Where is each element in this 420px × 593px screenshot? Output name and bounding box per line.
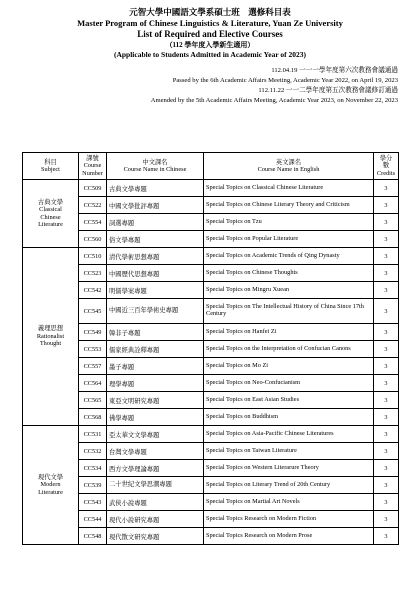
approval-notes	[0, 66, 420, 106]
table-row	[23, 248, 399, 265]
subject-cell: 義理思想 Rationalist Thought	[23, 248, 79, 426]
course-number-cell: CC544	[79, 511, 107, 528]
course-name-english-cell: Special Topics on Classical Chinese Literature	[204, 180, 374, 197]
course-name-chinese-cell: 武俠小說專題	[107, 494, 204, 511]
course-name-chinese-cell: 俗文學專題	[107, 231, 204, 248]
credits-cell: 3	[374, 477, 399, 494]
course-name-chinese-cell: 韓非子專題	[107, 324, 204, 341]
approval-note: Passed by the 6th Academic Affairs Meeting, Academic Year 2022, on April 19, 2023	[172, 77, 398, 84]
header-course-number: 課號 Course Number	[79, 153, 107, 180]
course-number-cell: CC531	[79, 426, 107, 443]
course-number-cell: CC565	[79, 392, 107, 409]
course-name-chinese-cell: 二十世紀文學思潮專題	[107, 477, 204, 494]
course-name-chinese-cell: 中國文學批評專題	[107, 197, 204, 214]
table-row	[23, 358, 399, 375]
table-row	[23, 375, 399, 392]
document-header	[0, 0, 420, 60]
course-name-chinese-cell: 現代小說研究專題	[107, 511, 204, 528]
course-name-english-cell: Special Topics on Hanfei Zi	[204, 324, 374, 341]
amendment-note: 112.11.22 一一二學年度第五次教務會議修訂通過	[258, 87, 398, 94]
table-row	[23, 214, 399, 231]
credits-cell: 3	[374, 197, 399, 214]
credits-cell: 3	[374, 443, 399, 460]
course-table-body	[23, 180, 399, 545]
course-name-english-cell: Special Topics on The Intellectual History of China Since 17th Century	[204, 299, 374, 324]
course-table	[22, 152, 399, 545]
course-number-cell: CC554	[79, 214, 107, 231]
course-name-chinese-cell: 中國近三百年學術史專題	[107, 299, 204, 324]
course-name-english-cell: Special Topics on Taiwan Literature	[204, 443, 374, 460]
title-english: Master Program of Chinese Linguistics & Literature, Yuan Ze University	[77, 18, 343, 28]
course-number-cell: CC545	[79, 299, 107, 324]
course-number-cell: CC549	[79, 324, 107, 341]
table-row	[23, 409, 399, 426]
course-name-english-cell: Special Topics on Chinese Thoughts	[204, 265, 374, 282]
table-row	[23, 477, 399, 494]
course-name-chinese-cell: 台灣文學專題	[107, 443, 204, 460]
credits-cell: 3	[374, 375, 399, 392]
approval-note: 112.04.19 一一一學年度第六次教務會議通過	[271, 67, 398, 74]
course-name-chinese-cell: 佛學專題	[107, 409, 204, 426]
course-name-english-cell: Special Topics on Tzu	[204, 214, 374, 231]
credits-cell: 3	[374, 214, 399, 231]
course-number-cell: CC523	[79, 265, 107, 282]
table-row	[23, 341, 399, 358]
course-number-cell: CC534	[79, 460, 107, 477]
subtitle-english: List of Required and Elective Courses	[137, 29, 283, 39]
table-row	[23, 197, 399, 214]
applicability-chinese: （112 學年度入學新生適用）	[165, 41, 255, 49]
credits-cell: 3	[374, 324, 399, 341]
course-name-english-cell: Special Topics on Asia-Pacific Chinese Literatures	[204, 426, 374, 443]
credits-cell: 3	[374, 494, 399, 511]
header-course-name-chinese: 中文課名 Course Name in Chinese	[107, 153, 204, 180]
course-name-english-cell: Special Topics on Chinese Literary Theory and Criticism	[204, 197, 374, 214]
course-number-cell: CC553	[79, 341, 107, 358]
course-name-english-cell: Special Topics on Neo-Confucianism	[204, 375, 374, 392]
table-row	[23, 392, 399, 409]
credits-cell: 3	[374, 460, 399, 477]
credits-cell: 3	[374, 511, 399, 528]
table-row	[23, 265, 399, 282]
credits-cell: 3	[374, 282, 399, 299]
table-row	[23, 511, 399, 528]
course-number-cell: CC557	[79, 358, 107, 375]
course-name-chinese-cell: 理學專題	[107, 375, 204, 392]
course-name-chinese-cell: 墨子專題	[107, 358, 204, 375]
course-name-english-cell: Special Topics on Martial Art Novels	[204, 494, 374, 511]
course-name-english-cell: Special Topics Research on Modern Prose	[204, 528, 374, 545]
table-row	[23, 494, 399, 511]
header-subject: 科目 Subject	[23, 153, 79, 180]
table-row	[23, 528, 399, 545]
credits-cell: 3	[374, 528, 399, 545]
course-name-english-cell: Special Topics Research on Modern Fiction	[204, 511, 374, 528]
course-name-chinese-cell: 東亞文明研究專題	[107, 392, 204, 409]
course-name-chinese-cell: 明儒學案專題	[107, 282, 204, 299]
title-chinese: 元智大學中國語文學系碩士班 選修科目表	[129, 7, 291, 17]
credits-cell: 3	[374, 409, 399, 426]
course-name-english-cell: Special Topics on Academic Trends of Qing Dynasty	[204, 248, 374, 265]
header-course-name-english: 英文課名 Course Name in English	[204, 153, 374, 180]
course-name-english-cell: Special Topics on Literary Trend of 20th Century	[204, 477, 374, 494]
table-row	[23, 299, 399, 324]
table-row	[23, 426, 399, 443]
course-number-cell: CC522	[79, 197, 107, 214]
table-row	[23, 443, 399, 460]
amendment-note: Amended by the 5th Academic Affairs Meeting, Academic Year 2023, on November 22, 2023	[150, 97, 398, 104]
table-row	[23, 460, 399, 477]
course-name-chinese-cell: 儒家經典詮釋專題	[107, 341, 204, 358]
course-name-english-cell: Special Topics on Mo Zi	[204, 358, 374, 375]
course-number-cell: CC564	[79, 375, 107, 392]
course-name-english-cell: Special Topics on Buddhism	[204, 409, 374, 426]
table-row	[23, 231, 399, 248]
course-name-chinese-cell: 中國歷代思想專題	[107, 265, 204, 282]
credits-cell: 3	[374, 392, 399, 409]
table-header-row	[23, 153, 399, 180]
course-number-cell: CC548	[79, 528, 107, 545]
course-name-english-cell: Special Topics on Popular Literature	[204, 231, 374, 248]
course-name-chinese-cell: 現代散文研究專題	[107, 528, 204, 545]
table-row	[23, 180, 399, 197]
course-name-chinese-cell: 西方文學理論專題	[107, 460, 204, 477]
course-number-cell: CC568	[79, 409, 107, 426]
credits-cell: 3	[374, 180, 399, 197]
course-number-cell: CC539	[79, 477, 107, 494]
course-name-chinese-cell: 詞選專題	[107, 214, 204, 231]
table-row	[23, 282, 399, 299]
course-name-chinese-cell: 清代學術思想專題	[107, 248, 204, 265]
table-row	[23, 324, 399, 341]
course-name-english-cell: Special Topics on Mingru Xuean	[204, 282, 374, 299]
credits-cell: 3	[374, 248, 399, 265]
course-name-chinese-cell: 古典文學專題	[107, 180, 204, 197]
credits-cell: 3	[374, 426, 399, 443]
course-number-cell: CC510	[79, 248, 107, 265]
credits-cell: 3	[374, 299, 399, 324]
credits-cell: 3	[374, 341, 399, 358]
course-number-cell: CC542	[79, 282, 107, 299]
header-credits: 學分 數 Credits	[374, 153, 399, 180]
course-number-cell: CC532	[79, 443, 107, 460]
credits-cell: 3	[374, 265, 399, 282]
course-name-english-cell: Special Topics on Western Literarure Theory	[204, 460, 374, 477]
subject-cell: 古典文學 Classical Chinese Literature	[23, 180, 79, 248]
course-name-english-cell: Special Topics on East Asian Studies	[204, 392, 374, 409]
course-number-cell: CC543	[79, 494, 107, 511]
course-number-cell: CC509	[79, 180, 107, 197]
credits-cell: 3	[374, 358, 399, 375]
course-name-chinese-cell: 亞太華文文學專題	[107, 426, 204, 443]
course-number-cell: CC560	[79, 231, 107, 248]
applicability-english: (Applicable to Students Admitted in Academic Year of 2023)	[113, 50, 307, 59]
course-name-english-cell: Special Topics on the Interpretation of Confucian Canons	[204, 341, 374, 358]
credits-cell: 3	[374, 231, 399, 248]
subject-cell: 現代文學 Modern Literature	[23, 426, 79, 545]
